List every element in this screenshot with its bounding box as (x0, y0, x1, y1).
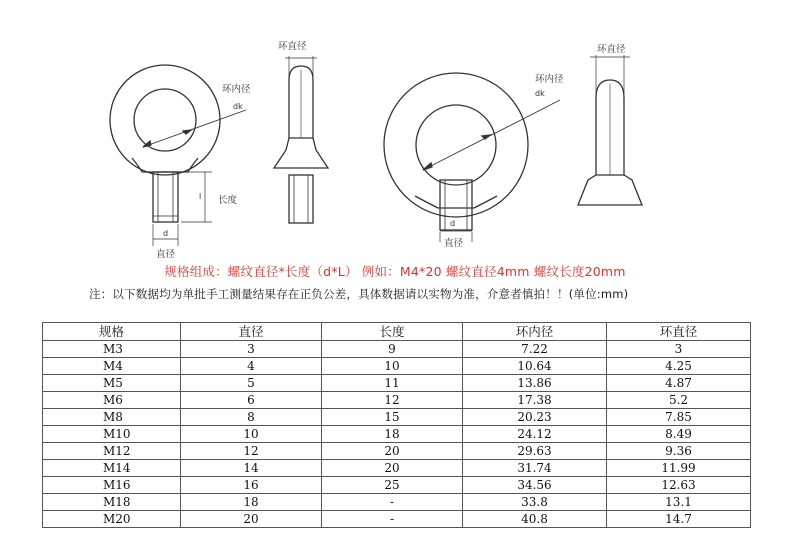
cell-spec: M8 (43, 409, 181, 426)
table-row (43, 375, 751, 392)
small-front-d-label: d (163, 229, 169, 238)
table-header-row (43, 323, 751, 341)
cell-ring-dia: 13.1 (607, 494, 751, 511)
cell-diameter: 18 (181, 494, 322, 511)
cell-spec: M12 (43, 443, 181, 460)
cell-length: 20 (322, 443, 463, 460)
cell-diameter: 4 (181, 358, 322, 375)
large-side-ring-dia-label: 环直径 (597, 44, 626, 55)
cell-length: 12 (322, 392, 463, 409)
cell-length: 20 (322, 460, 463, 477)
table-row (43, 511, 751, 528)
cell-inner-ring-dia: 34.56 (463, 477, 607, 494)
header-length: 长度 (322, 323, 463, 341)
cell-diameter: 6 (181, 392, 322, 409)
cell-diameter: 16 (181, 477, 322, 494)
small-front-dk-label: dk (233, 102, 243, 111)
cell-spec: M16 (43, 477, 181, 494)
cell-diameter: 5 (181, 375, 322, 392)
spec-table (42, 322, 751, 528)
table-row (43, 477, 751, 494)
cell-inner-ring-dia: 10.64 (463, 358, 607, 375)
small-side-view (274, 56, 328, 223)
cell-inner-ring-dia: 20.23 (463, 409, 607, 426)
large-side-view (578, 55, 642, 205)
cell-inner-ring-dia: 24.12 (463, 426, 607, 443)
technical-drawings (0, 0, 790, 262)
cell-diameter: 3 (181, 341, 322, 358)
cell-spec: M18 (43, 494, 181, 511)
cell-ring-dia: 14.7 (607, 511, 751, 528)
eye-bolt-drawings (0, 0, 790, 262)
cell-diameter: 10 (181, 426, 322, 443)
header-inner-ring-dia: 环内径 (463, 323, 607, 341)
large-front-dia-label: 直径 (444, 238, 464, 249)
large-front-inner-dia-label: 环内径 (535, 74, 564, 85)
cell-inner-ring-dia: 33.8 (463, 494, 607, 511)
cell-length: 9 (322, 341, 463, 358)
cell-inner-ring-dia: 29.63 (463, 443, 607, 460)
cell-inner-ring-dia: 7.22 (463, 341, 607, 358)
cell-ring-dia: 4.87 (607, 375, 751, 392)
cell-spec: M5 (43, 375, 181, 392)
small-front-dia-label: 直径 (156, 249, 176, 260)
small-front-length-label: 长度 (218, 195, 238, 206)
large-front-view (384, 73, 560, 242)
cell-inner-ring-dia: 13.86 (463, 375, 607, 392)
cell-length: 18 (322, 426, 463, 443)
cell-inner-ring-dia: 17.38 (463, 392, 607, 409)
cell-length: 15 (322, 409, 463, 426)
table-row (43, 494, 751, 511)
cell-diameter: 14 (181, 460, 322, 477)
small-front-inner-dia-label: 环内径 (222, 84, 251, 95)
cell-diameter: 8 (181, 409, 322, 426)
cell-spec: M20 (43, 511, 181, 528)
table-row (43, 460, 751, 477)
cell-ring-dia: 3 (607, 341, 751, 358)
table-row (43, 426, 751, 443)
spec-composition-text: 规格组成：螺纹直径*长度（d*L） 例如：M4*20 螺纹直径4mm 螺纹长度20mm (164, 264, 626, 279)
cell-spec: M6 (43, 392, 181, 409)
small-side-ring-dia-label: 环直径 (278, 41, 307, 52)
table-row (43, 409, 751, 426)
cell-spec: M3 (43, 341, 181, 358)
cell-ring-dia: 8.49 (607, 426, 751, 443)
cell-ring-dia: 4.25 (607, 358, 751, 375)
header-ring-dia: 环直径 (607, 323, 751, 341)
table-body (43, 341, 751, 528)
cell-ring-dia: 11.99 (607, 460, 751, 477)
cell-diameter: 12 (181, 443, 322, 460)
table-row (43, 341, 751, 358)
cell-spec: M4 (43, 358, 181, 375)
cell-length: 11 (322, 375, 463, 392)
cell-spec: M14 (43, 460, 181, 477)
cell-length: 25 (322, 477, 463, 494)
measurement-note-text: 注：以下数据均为单批手工测量结果存在正负公差，具体数据请以实物为准，介意者慎拍！！(单位:mm) (89, 287, 629, 301)
cell-inner-ring-dia: 31.74 (463, 460, 607, 477)
table-row (43, 443, 751, 460)
header-diameter: 直径 (181, 323, 322, 341)
table-row (43, 392, 751, 409)
cell-ring-dia: 12.63 (607, 477, 751, 494)
cell-inner-ring-dia: 40.8 (463, 511, 607, 528)
cell-ring-dia: 7.85 (607, 409, 751, 426)
large-front-d-label: d (450, 219, 456, 228)
cell-ring-dia: 5.2 (607, 392, 751, 409)
cell-length: - (322, 494, 463, 511)
cell-spec: M10 (43, 426, 181, 443)
large-front-dk-label: dk (535, 89, 545, 98)
small-front-l-label: l (199, 192, 202, 201)
table-row (43, 358, 751, 375)
cell-length: 10 (322, 358, 463, 375)
cell-ring-dia: 9.36 (607, 443, 751, 460)
header-spec: 规格 (43, 323, 181, 341)
cell-length: - (322, 511, 463, 528)
cell-diameter: 20 (181, 511, 322, 528)
